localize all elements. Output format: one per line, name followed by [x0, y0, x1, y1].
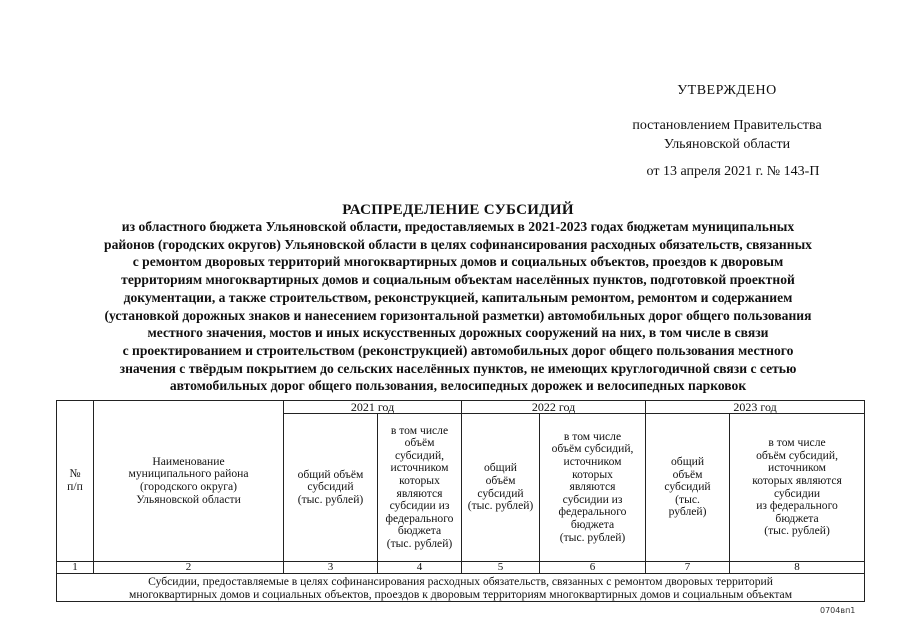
column-number: 7 [646, 562, 730, 574]
approval-date: от 13 апреля 2021 г. № 143-П [646, 164, 820, 179]
approval-authority: постановлением Правительства Ульяновской области [632, 118, 822, 152]
column-header-federal-2023: в том числе объём субсидий, источником которых являются субсидии из федерального бюджета (тыс. рублей) [730, 414, 865, 562]
subtitle-line: значения с твёрдым покрытием до сельских населённых пунктов, не имеющих круглогодичной связи с сетью [119, 360, 797, 376]
column-number-row [57, 562, 865, 574]
column-number: 8 [730, 562, 865, 574]
section-title: Субсидии, предоставляемые в целях софинансирования расходных обязательств, связанных с ремонтом дворовых территорий многоквартирных домов и социальных объектов, проездов к дворовым территориям многоквартирных домов и социальным объектам [57, 574, 865, 602]
subtitle-line: автомобильных дорог общего пользования, велосипедных дорожек и велосипедных парковок [169, 378, 747, 394]
subsidy-table [56, 400, 865, 602]
subtitle-line: с проектированием и строительством (реконструкцией) автомобильных дорог общего пользования местного [122, 342, 794, 358]
column-number: 5 [462, 562, 540, 574]
column-number: 4 [378, 562, 462, 574]
column-header-total-2021: общий объём субсидий (тыс. рублей) [284, 414, 378, 562]
column-number: 6 [540, 562, 646, 574]
subtitle-line: территориям многоквартирных домов и социальным объектам населённых пунктов, подготовкой проектной [121, 272, 795, 288]
subtitle-line: местного значения, мостов и иных искусственных дорожных сооружений на них, в том числе в связи [147, 325, 769, 341]
subtitle-line: с ремонтом дворовых территорий многоквартирных домов и социальных объектов, проездов к дворовым [132, 254, 784, 270]
column-header-federal-2022: в том числе объём субсидий, источником которых являются субсидии из федерального бюджета (тыс. рублей) [540, 414, 646, 562]
column-number: 2 [94, 562, 284, 574]
column-header-federal-2021: в том числе объём субсидий, источником которых являются субсидии из федерального бюджета (тыс. рублей) [378, 414, 462, 562]
year-header-2022: 2022 год [462, 401, 646, 414]
column-header-total-2023: общий объём субсидий (тыс. рублей) [646, 414, 730, 562]
year-header-2021: 2021 год [284, 401, 462, 414]
column-header-total-2022: общий объём субсидий (тыс. рублей) [462, 414, 540, 562]
section-row [57, 574, 865, 602]
page-code: 0704вп1 [820, 606, 856, 615]
column-number: 3 [284, 562, 378, 574]
column-header-number: № п/п [57, 401, 94, 562]
column-number: 1 [57, 562, 94, 574]
subtitle-line: из областного бюджета Ульяновской области, предоставляемых в 2021-2023 годах бюджетам муниципальных [121, 219, 795, 234]
year-header-2023: 2023 год [646, 401, 865, 414]
year-header-row [57, 401, 865, 414]
column-header-name: Наименование муниципального района (городского округа) Ульяновской области [94, 401, 284, 562]
document-heading: РАСПРЕДЕЛЕНИЕ СУБСИДИЙ [342, 202, 574, 218]
subtitle-line: документации, а также строительством, реконструкцией, капитальным ремонтом, ремонтом и содержанием [123, 289, 793, 305]
approval-title: УТВЕРЖДЕНО [677, 83, 777, 98]
document-subtitle [58, 218, 858, 395]
subtitle-line: (установкой дорожных знаков и нанесением горизонтальной разметки) автомобильных дорог общего пользования [104, 307, 812, 323]
subtitle-line: районов (городских округов) Ульяновской области в целях софинансирования расходных обязательств, связанных [104, 236, 812, 252]
